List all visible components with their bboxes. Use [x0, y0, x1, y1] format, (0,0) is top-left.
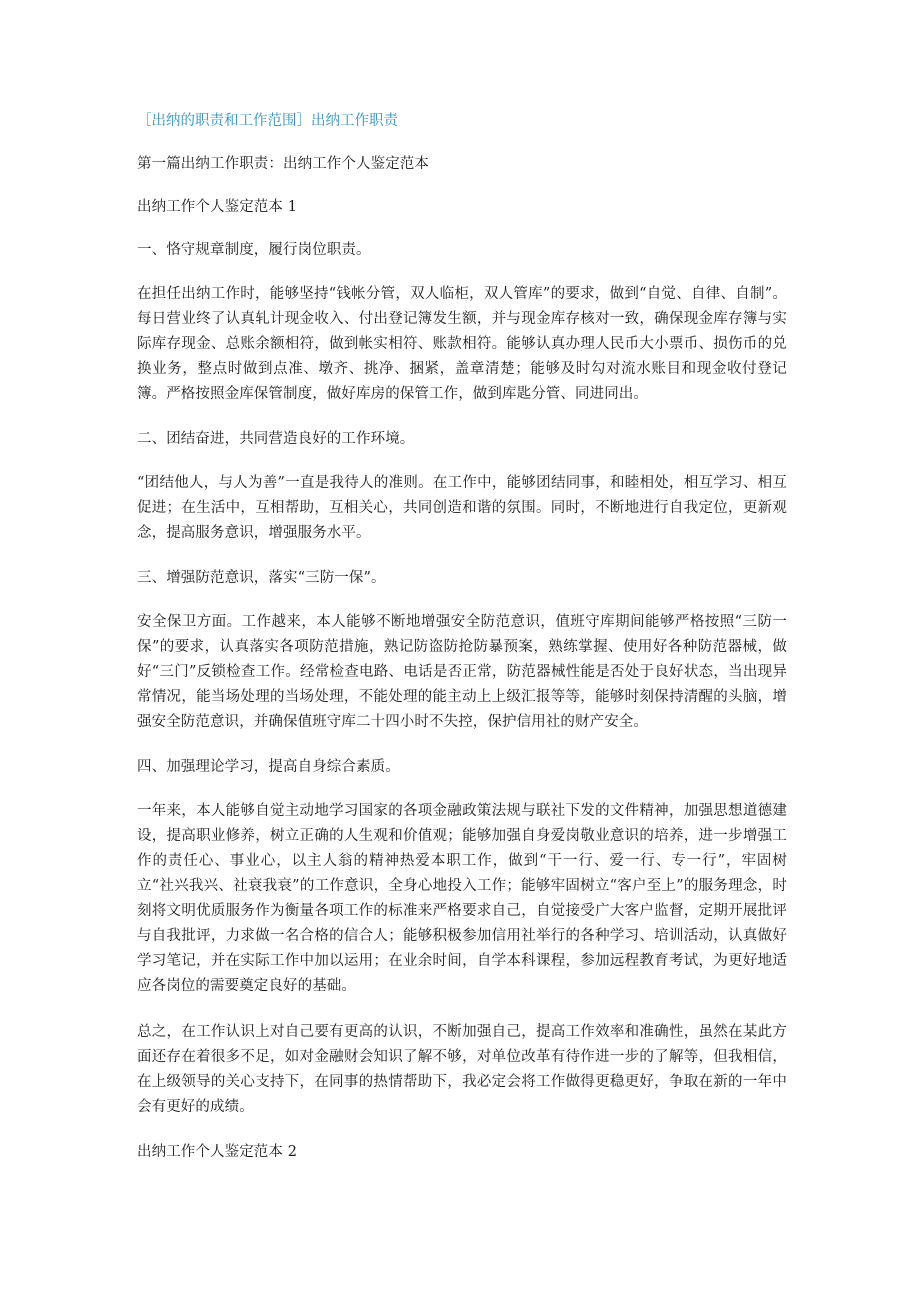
- section-3-heading: 三、增强防范意识，落实“三防一保”。: [137, 570, 386, 586]
- section-1-heading: 一、恪守规章制度，履行岗位职责。: [137, 242, 371, 258]
- section-2-body: “团结他人，与人为善”一直是我待人的准则。在工作中，能够团结同事，和睦相处，相互学习、相互促进；在生活中，互相帮助，互相关心，共同创造和谐的氛围。同时，不断地进行自我定位，更新观念，提高服务意识，增强服务水平。: [137, 475, 787, 541]
- section-3-body: 安全保卫方面。工作越来，本人能够不断地增强安全防范意识，值班守库期间能够严格按照“三防一保”的要求，认真落实各项防范措施，熟记防盗防抢防暴预案，熟练掌握、使用好各种防范器械，做好“三门”反锁检查工作。经常检查电路、电话是否正常，防范器械性能是否处于良好状态，当出现异常情况，能当场处理的当场处理，不能处理的能主动上上级汇报等等，能够时刻保持清醒的头脑，增强安全防范意识，并确保值班守库二十四小时不失控，保护信用社的财产安全。: [137, 614, 787, 730]
- sample-title-2: 出纳工作个人鉴定范本 2: [137, 1144, 298, 1160]
- conclusion-paragraph: 总之，在工作认识上对自己要有更高的认识，不断加强自己，提高工作效率和准确性，虽然在某此方面还存在着很多不足，如对金融财会知识了解不够，对单位改革有待作进一步的了解等，但我相信，在上级领导的关心支持下，在同事的热情帮助下，我必定会将工作做得更稳更好，争取在新的一年中会有更好的成绩。: [137, 1024, 787, 1115]
- document-title-link[interactable]: ［出纳的职责和工作范围］出纳工作职责: [137, 113, 398, 129]
- section-2-heading: 二、团结奋进，共同营造良好的工作环境。: [137, 431, 415, 447]
- section-4-heading: 四、加强理论学习，提高自身综合素质。: [137, 759, 400, 775]
- document-page: [137, 110, 787, 1184]
- section-1-body: 在担任出纳工作时，能够坚持“钱帐分管，双人临柜，双人管库”的要求，做到“自觉、自律、自制”。每日营业终了认真轧计现金收入、付出登记簿发生额，并与现金库存核对一致，确保现金库存簿与实际库存现金、总账余额相符，做到帐实相符、账款相符。能够认真办理人民币大小票币、损伤币的兑换业务，整点时做到点准、墩齐、挑净、捆紧，盖章清楚；能够及时勾对流水账目和现金收付登记簿。严格按照金库保管制度，做好库房的保管工作，做到库匙分管、同进同出。: [137, 286, 787, 402]
- sample-title-1: 出纳工作个人鉴定范本 1: [137, 199, 298, 215]
- chapter-title: 第一篇出纳工作职责：出纳工作个人鉴定范本: [137, 156, 429, 172]
- section-4-body: 一年来，本人能够自觉主动地学习国家的各项金融政策法规与联社下发的文件精神，加强思想道德建设，提高职业修养，树立正确的人生观和价值观；能够加强自身爱岗敬业意识的培养，进一步增强工作的责任心、事业心，以主人翁的精神热爱本职工作，做到“干一行、爱一行、专一行”，牢固树立“社兴我兴、社衰我衰”的工作意识，全身心地投入工作；能够牢固树立“客户至上”的服务理念，时刻将文明优质服务作为衡量各项工作的标准来严格要求自己，自觉接受广大客户监督，定期开展批评与自我批评，力求做一名合格的信合人；能够积极参加信用社举行的各种学习、培训活动，认真做好学习笔记，并在实际工作中加以运用；在业余时间，自学本科课程，参加远程教育考试，为更好地适应各岗位的需要奠定良好的基础。: [137, 803, 787, 994]
